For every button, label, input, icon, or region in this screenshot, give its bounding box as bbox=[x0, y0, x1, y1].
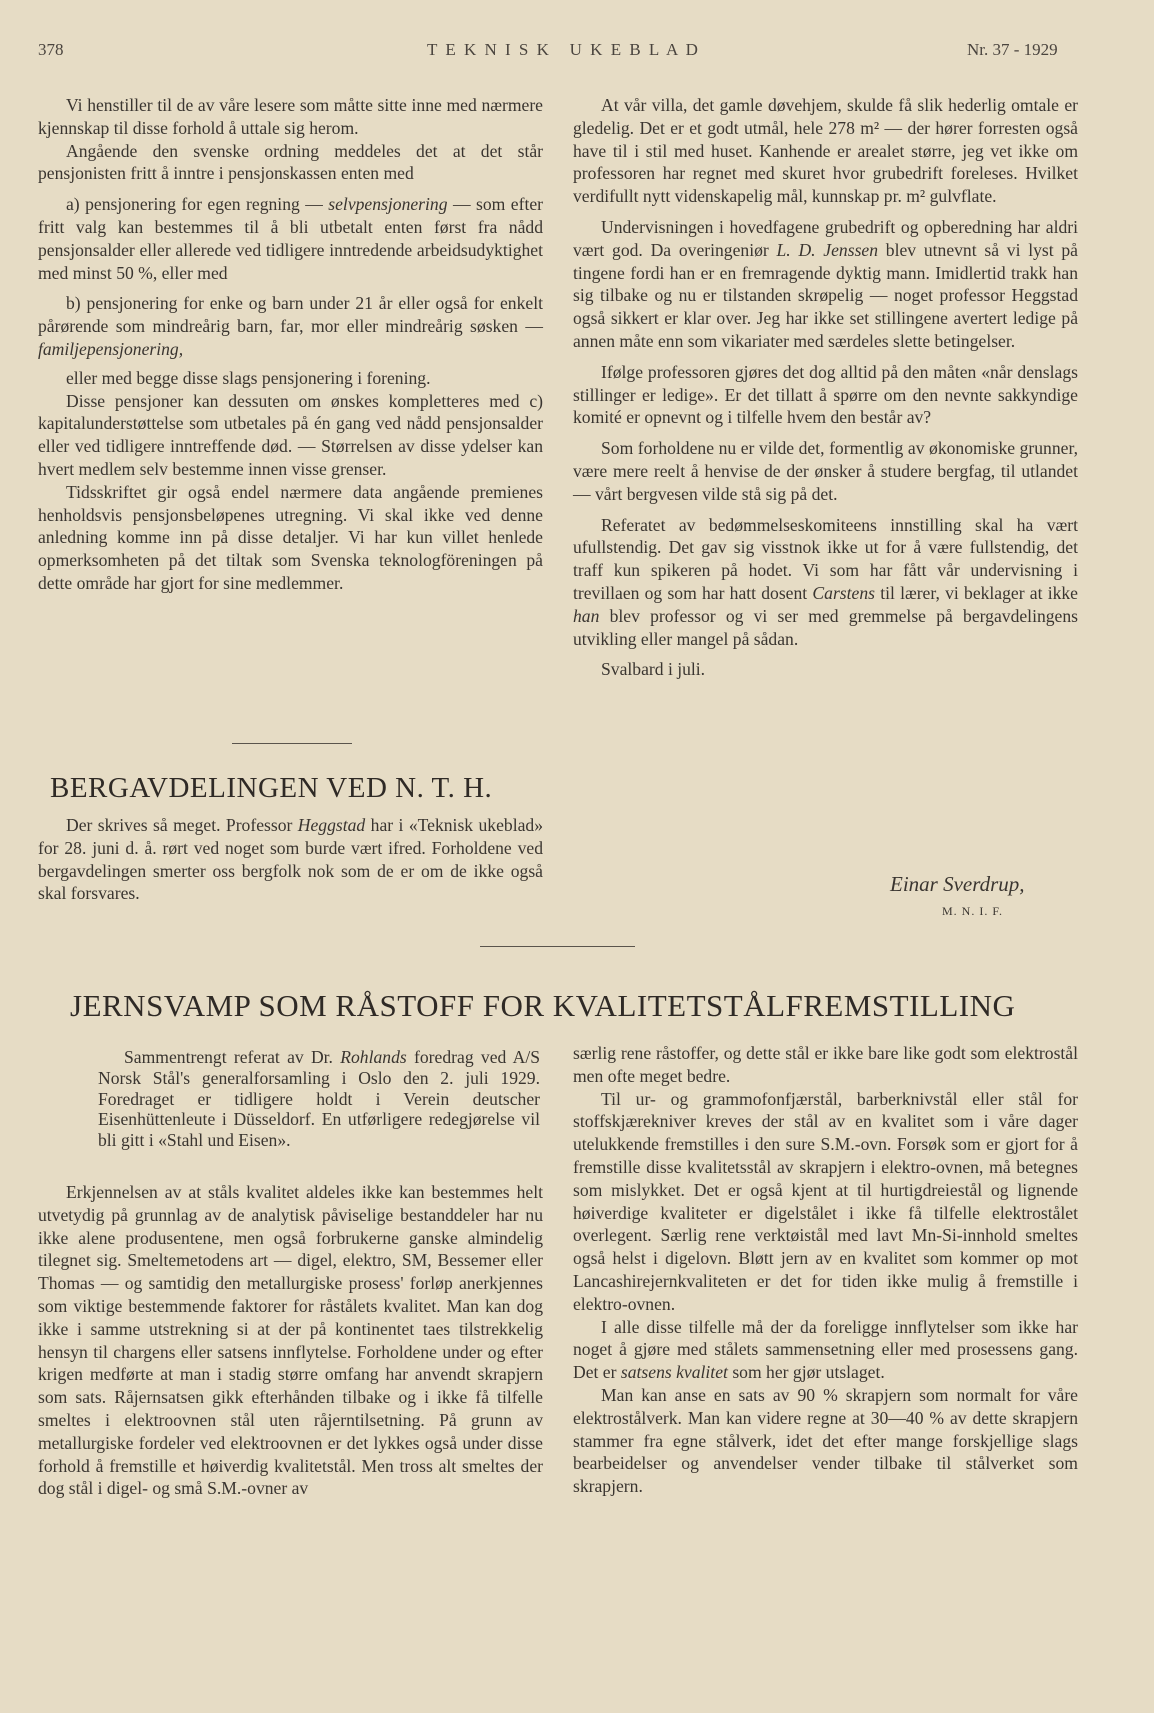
italic-term: selvpensjonering bbox=[328, 194, 448, 215]
paragraph: I alle disse tilfelle må der da foreligge innflytelser som ikke har noget å gjøre med stålets sammensetning eller med prosessens gang. Det er satsens kvalitet som her gjør utslaget. bbox=[573, 1316, 1078, 1383]
italic-name: Carstens bbox=[812, 582, 875, 603]
paragraph: Vi henstiller til de av våre lesere som måtte sitte inne med nærmere kjennskap til disse forhold å uttale sig herom. bbox=[38, 95, 543, 138]
italic-term: familjepensjonering, bbox=[38, 338, 184, 359]
list-item-a: a) pensjonering for egen regning — selvpensjonering — som efter fritt valg kan bestemmes til å bli utbetalt enten først fra nådd pensjonsalder eller allerede ved tidligere inntredende arbeidsudyktighet med minst 50 %, eller med bbox=[38, 194, 543, 283]
paragraph: Referatet av bedømmelseskomiteens innstilling skal ha vært ufullstendig. Det gav sig visstnok ikke ut for å være fullstendig, det traff kun spikeren på hodet. Vi som har fått vår undervisning i trevillaen og som har hatt dosent Carstens til lærer, vi beklager at ikke han blev professor og vi ser med gremmelse på bergavdelingens utvikling eller mangel på sådan. bbox=[573, 514, 1078, 649]
paragraph: Ifølge professoren gjøres det dog alltid på den måten «når denslags stillinger er ledige». Er det tillatt å spørre om den nevnte sakkyndige komité er opnevnt og i tilfelle hvem den består av? bbox=[573, 361, 1078, 428]
paragraph: Til ur- og grammofonfjærstål, barberknivstål eller stål for stoffskjærekniver kreves der stål av en kvalitet som i våre dager utelukkende fremstilles i den sure S.M.-ovn. Forsøk som er gjort for å fremstille disse kvalitetsstål av skrapjern i elektro-ovnen, må betegnes som mislykket. Det er også kjent at til hurtigdreiestål og lignende høiverdige kvaliteter er digelstålet i ikke få tilfelle elektrostålet overlegent. Særlig rene verktøistål med lavt Mn-Si-innhold smeltes også helst i digelovn. Bløtt jern av en kvalitet som kommer op mot Lancashirejernkvaliteten er det for tiden ikke mulig å fremstille i elektro-ovnen. bbox=[573, 1088, 1078, 1314]
paragraph: særlig rene råstoffer, og dette stål er ikke bare like godt som elektrostål men ofte meget bedre. bbox=[573, 1043, 1078, 1086]
italic-word: han bbox=[573, 605, 600, 626]
list-item-b: b) pensjonering for enke og barn under 21 år eller også for enkelt pårørende som mindreårig barn, far, mor eller mindreårig søsken — familjepensjonering, bbox=[38, 293, 543, 359]
section-title: BERGAVDELINGEN VED N. T. H. bbox=[50, 772, 493, 804]
page-number: 378 bbox=[38, 40, 64, 59]
paragraph: Man kan anse en sats av 90 % skrapjern som normalt for våre elektrostålverk. Man kan videre regne at 30—40 % av dette skrapjern stammer fra egne stålverk, idet det efter mange forskjellige slags bearbeidelser og anvendelser vender tilbake til stålverket som skrapjern. bbox=[573, 1384, 1078, 1497]
italic-term: satsens kvalitet bbox=[620, 1362, 728, 1383]
top-left-column bbox=[38, 94, 543, 595]
paragraph: Erkjennelsen av at ståls kvalitet aldeles ikke kan bestemmes helt utvetydig på grunnlag av de analytisk påviselige bestanddeler har nu ikke alene produsentene, men også forbrukerne ganske almindelig tilegnet sig. Smeltemetodens art — digel, elektro, SM, Bessemer eller Thomas — og samtidig den metallurgiske prosess' forløp anerkjennes som viktige bestemmende faktorer for råstålets kvalitet. Man kan dog ikke i samme utstrekning si at der på kontinentet taes tilstrekkelig hensyn til chargens eller satsens innflytelse. Forholdene under og efter krigen medførte at man i stadig større omfang har anvendt skrapjern som sats. Råjernsatsen gikk efterhånden tilbake og i ikke få tilfelle smeltes i elektroovnen stål uten råjerntilsetning. På grunn av metallurgiske fordeler ved elektroovnen er det lykkes også under disse forhold å fremstille et høiverdig kvalitetstål. Men tross alt smeltes der dog stål i digel- og små S.M.-ovner av bbox=[38, 1182, 543, 1499]
journal-title: T E K N I S K U K E B L A D bbox=[427, 40, 700, 59]
signature: Einar Sverdrup, bbox=[890, 872, 1025, 896]
bergavdelingen-column bbox=[38, 814, 543, 905]
issue-number: Nr. 37 - 1929 bbox=[967, 40, 1058, 59]
section-divider bbox=[480, 946, 635, 947]
article-abstract bbox=[98, 1047, 540, 1151]
top-right-column bbox=[573, 94, 1078, 681]
italic-name: Heggstad bbox=[297, 815, 366, 835]
paragraph: Sammentrengt referat av Dr. Rohlands foredrag ved A/S Norsk Stål's generalforsamling i Oslo den 2. juli 1929. Foredraget er tidligere holdt i Verein deutscher Eisenhüttenleute i Düsseldorf. En utførligere redegjørelse vil bli gitt i «Stahl und Eisen». bbox=[98, 1047, 541, 1151]
paragraph: Angående den svenske ordning meddeles det at det står pensjonisten fritt å inntre i pensjonskassen enten med bbox=[38, 140, 543, 184]
paragraph: At vår villa, det gamle døvehjem, skulde få slik hederlig omtale er gledelig. Det er et godt utmål, hele 278 m² — der hører forresten også have til i stil med huset. Kanhende er arealet større, jeg vet ikke om professoren har regnet med skuret hvor grubedrift foreleses. Hvilket verdifullt nytt videnskapelig mål, kunnskap pr. m² gulvflate. bbox=[573, 95, 1078, 207]
paragraph: Undervisningen i hovedfagene grubedrift og opberedning har aldri vært god. Da overingeniør L. D. Jenssen blev utnevnt så vi lyst på tingene fordi han er en fremragende dyktig mann. Imidlertid trakk han sig tilbake og nu er tilstanden skrøpelig — noget professor Heggstad også sikkert er klar over. Jeg har ikke set stillingene avertert ledige på annen måte enn som vikariater med særdeles slette betingelser. bbox=[573, 216, 1078, 351]
article-left-column bbox=[38, 1181, 543, 1500]
article-title: JERNSVAMP SOM RÅSTOFF FOR KVALITETSTÅLFREMSTILLING bbox=[70, 988, 1016, 1023]
paragraph: eller med begge disse slags pensjonering i forening. bbox=[66, 367, 431, 388]
dateline: Svalbard i juli. bbox=[601, 659, 706, 680]
section-divider bbox=[232, 743, 352, 744]
paragraph: Tidsskriftet gir også endel nærmere data angående premienes henholdsvis pensjonsbeløpenes utregning. Vi skal ikke ved denne anledning komme inn på disse detaljer. Vi har kun villet henlede opmerksomheten på det tiltak som Svenska teknologföreningen på dette område har gjort for sine medlemmer. bbox=[38, 481, 543, 593]
paragraph: Disse pensjoner kan dessuten om ønskes kompletteres med c) kapitalunderstøttelse som utbetales på én gang ved nådd pensjonsalder eller ved tidligere inntreffende død. — Størrelsen av disse ydelser kan hvert medlem selv bestemme innen visse grenser. bbox=[38, 390, 543, 479]
signature-title: M. N. I. F. bbox=[942, 904, 1004, 918]
paragraph: Som forholdene nu er vilde det, formentlig av økonomiske grunner, være mere reelt å henvise de der ønsker å studere bergfag, til utlandet — vårt bergvesen vilde stå sig på det. bbox=[573, 438, 1078, 504]
italic-name: L. D. Jenssen bbox=[776, 239, 879, 260]
article-right-column bbox=[573, 1042, 1078, 1498]
italic-name: Rohlands bbox=[340, 1047, 407, 1067]
paragraph: Der skrives så meget. Professor Heggstad har i «Teknisk ukeblad» for 28. juni d. å. rørt ved noget som burde vært ifred. Forholdene ved bergavdelingen smerter oss bergfolk nok som de er om de ikke også skal forsvares. bbox=[38, 815, 543, 904]
